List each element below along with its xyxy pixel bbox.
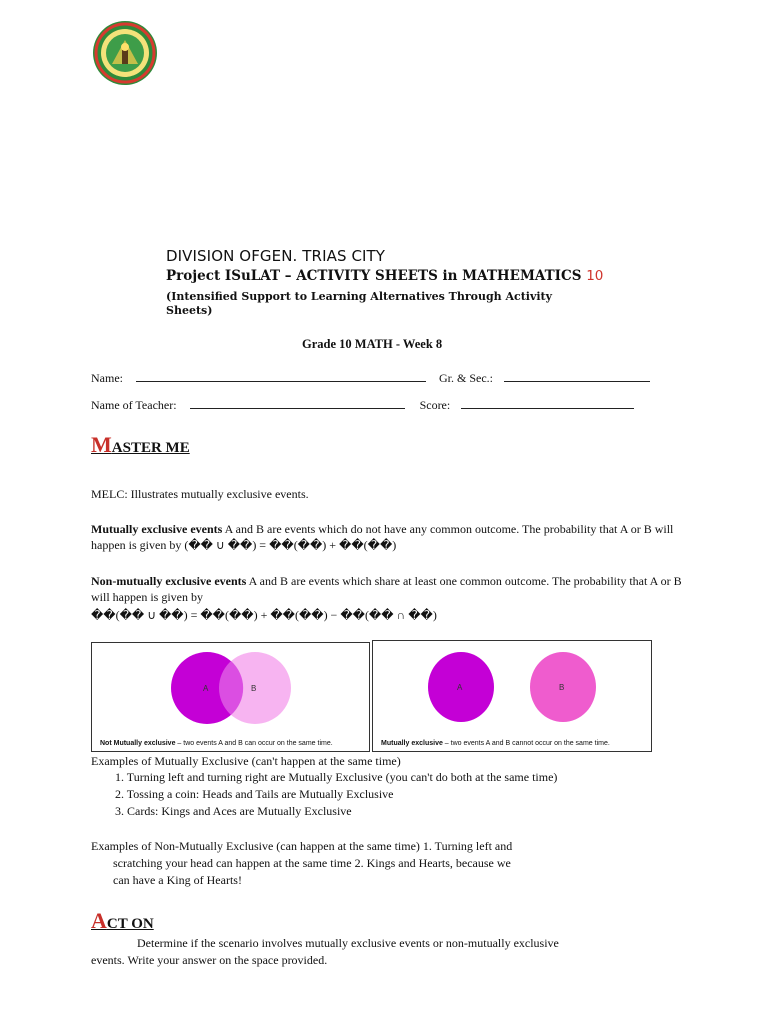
teacher-field[interactable] (190, 398, 405, 409)
master-cap: M (91, 432, 112, 457)
act-instr-line1: Determine if the scenario involves mutually exclusive events or non-mutually exclusive (137, 936, 559, 950)
venn-label-b: B (251, 684, 257, 693)
act-rest: CT ON (106, 916, 154, 932)
examples-me-title: Examples of Mutually Exclusive (can't happen at the same time) (91, 754, 401, 768)
project-title (166, 268, 603, 284)
act-on-heading (91, 908, 154, 934)
nme-term: Non-mutually exclusive events (91, 574, 247, 588)
venn-not-mutually-exclusive (91, 642, 370, 752)
venn-mutually-exclusive (372, 640, 652, 752)
examples-nme (91, 838, 512, 889)
act-instructions (91, 935, 559, 969)
school-seal-logo (92, 20, 158, 86)
teacher-row (91, 398, 634, 413)
week-label: Grade 10 MATH - Week 8 (302, 337, 443, 351)
me-text: A and B are events which do not have any common outcome. The probability that A or B will happen is given by (�� ∪ ��) = ��(��) + ��(��) (91, 522, 674, 552)
master-rest: ASTER ME (111, 440, 190, 456)
me-term: Mutually exclusive events (91, 522, 223, 536)
venn-right-caption: Mutually exclusive – two events A and B cannot occur on the same time. (381, 740, 610, 747)
examples-nme-line2: scratching your head can happen at the same time 2. Kings and Hearts, because we (113, 856, 511, 870)
teacher-label: Name of Teacher: (91, 398, 177, 412)
examples-me-list (91, 769, 557, 820)
project-grade: 10 (586, 268, 604, 284)
score-label: Score: (419, 398, 451, 412)
list-item: 3. Cards: Kings and Aces are Mutually Exclusive (115, 804, 352, 818)
list-item: 1. Turning left and turning right are Mutually Exclusive (you can't do both at the same time) (115, 770, 558, 784)
venn-label-b: B (559, 683, 565, 692)
project-title-text: Project ISuLAT – ACTIVITY SHEETS in MATHEMATICS (166, 268, 587, 284)
act-instr-line2: events. Write your answer on the space provided. (91, 953, 328, 967)
name-row (91, 371, 650, 386)
master-me-heading (91, 432, 190, 458)
name-label: Name: (91, 371, 123, 385)
list-item: 2. Tossing a coin: Heads and Tails are Mutually Exclusive (115, 787, 394, 801)
act-cap: A (91, 908, 107, 933)
venn-label-a: A (203, 684, 209, 693)
examples-nme-line3: can have a King of Hearts! (113, 873, 242, 887)
name-field[interactable] (136, 371, 426, 382)
me-definition (91, 521, 691, 553)
score-field[interactable] (461, 398, 634, 409)
project-subtitle: (Intensified Support to Learning Alternatives Through Activity Sheets) (166, 290, 553, 317)
venn-label-a: A (457, 683, 463, 692)
examples-nme-line1: Examples of Non-Mutually Exclusive (can happen at the same time) 1. Turning left and (91, 839, 513, 853)
grsec-label: Gr. & Sec.: (439, 371, 493, 385)
nme-definition (91, 573, 691, 605)
nme-text: A and B are events which share at least one common outcome. The probability that A or B will happen is given by (91, 574, 682, 604)
division-title: DIVISION OFGEN. TRIAS CITY (166, 247, 386, 265)
melc-text: MELC: Illustrates mutually exclusive events. (91, 487, 309, 501)
venn-left-caption: Not Mutually exclusive – two events A and B can occur on the same time. (100, 740, 333, 747)
grsec-field[interactable] (504, 371, 650, 382)
nme-formula: ��(�� ∪ ��) = ��(��) + ��(��) − ��(�� ∩ ��) (91, 608, 437, 622)
